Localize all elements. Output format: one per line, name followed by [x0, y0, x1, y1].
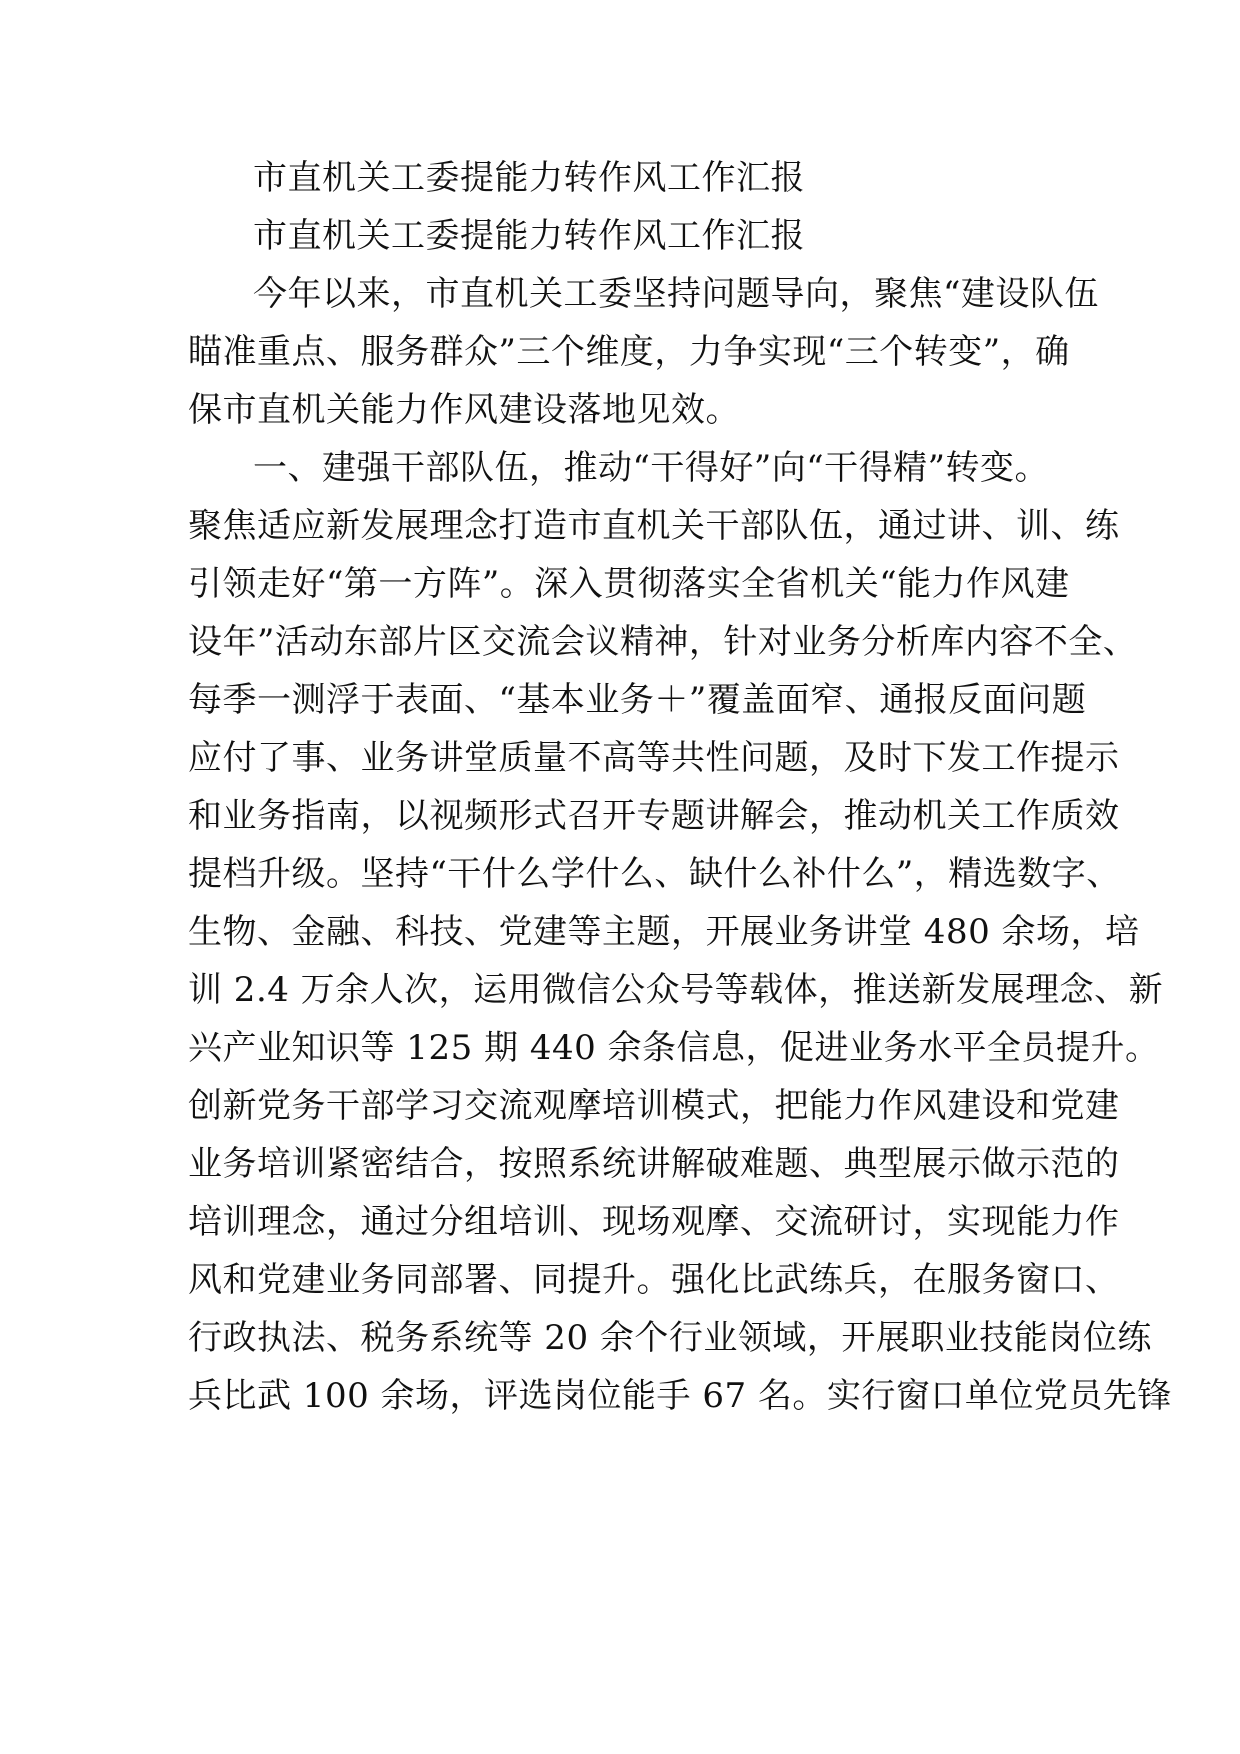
text-line: 每季一测浮于表面、“基本业务＋”覆盖面窄、通报反面问题: [188, 680, 1087, 720]
title-line: 市直机关工委提能力转作风工作汇报: [253, 216, 805, 256]
text-line: 瞄准重点、服务群众”三个维度，力争实现“三个转变”，确: [188, 332, 1070, 372]
text-line: 设年”活动东部片区交流会议精神，针对业务分析库内容不全、: [188, 622, 1138, 662]
text-line: 训 2.4 万余人次，运用微信公众号等载体，推送新发展理念、新: [188, 970, 1164, 1010]
text-line: 引领走好“第一方阵”。深入贯彻落实全省机关“能力作风建: [188, 564, 1070, 604]
text-line: 风和党建业务同部署、同提升。强化比武练兵，在服务窗口、: [188, 1260, 1120, 1300]
text-line: 应付了事、业务讲堂质量不高等共性问题，及时下发工作提示: [188, 738, 1120, 778]
text-line: 今年以来，市直机关工委坚持问题导向，聚焦“建设队伍: [253, 274, 1099, 314]
text-line: 行政执法、税务系统等 20 余个行业领域，开展职业技能岗位练: [188, 1318, 1152, 1358]
text-line: 培训理念，通过分组培训、现场观摩、交流研讨，实现能力作: [188, 1202, 1120, 1242]
text-line: 兴产业知识等 125 期 440 余条信息，促进业务水平全员提升。: [188, 1028, 1160, 1068]
text-line: 和业务指南，以视频形式召开专题讲解会，推动机关工作质效: [188, 796, 1120, 836]
title-line: 市直机关工委提能力转作风工作汇报: [253, 158, 805, 198]
text-line: 提档升级。坚持“干什么学什么、缺什么补什么”，精选数字、: [188, 854, 1121, 894]
text-line: 生物、金融、科技、党建等主题，开展业务讲堂 480 余场，培: [188, 912, 1140, 952]
text-line: 业务培训紧密结合，按照系统讲解破难题、典型展示做示范的: [188, 1144, 1120, 1184]
text-line: 聚焦适应新发展理念打造市直机关干部队伍，通过讲、训、练: [188, 506, 1120, 546]
text-line: 创新党务干部学习交流观摩培训模式，把能力作风建设和党建: [188, 1086, 1120, 1126]
text-line: 保市直机关能力作风建设落地见效。: [188, 390, 740, 430]
section-heading-line: 一、建强干部队伍，推动“干得好”向“干得精”转变。: [253, 448, 1050, 488]
text-line: 兵比武 100 余场，评选岗位能手 67 名。实行窗口单位党员先锋: [188, 1376, 1172, 1416]
